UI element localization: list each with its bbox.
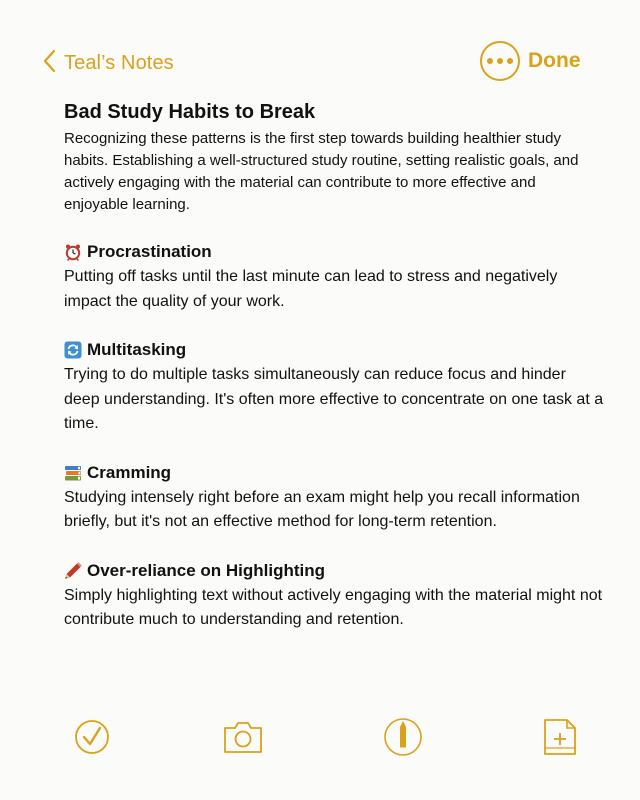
checklist-icon: [72, 745, 112, 762]
section-cramming: [64, 461, 604, 535]
note-intro: Recognizing these patterns is the first step towards building healthier study habits. Establishing a well-structured study routine, setting realistic goals, and actively engaging with the material can contribute to more effective and enjoyable learning.: [64, 130, 579, 213]
alarm-clock-icon: [64, 243, 82, 261]
section-heading-text: Multitasking: [87, 340, 187, 359]
note-title: Bad Study Habits to Break: [64, 101, 316, 123]
section-body: Simply highlighting text without actively engaging with the material might not contribute much to understanding and retention.: [64, 586, 603, 628]
section-heading-text: Over-reliance on Highlighting: [87, 560, 326, 580]
repeat-arrows-icon: [64, 341, 82, 359]
pencil-icon: [64, 562, 82, 580]
note-content[interactable]: [64, 100, 604, 633]
camera-button[interactable]: [222, 716, 264, 758]
markup-pen-icon: [383, 745, 423, 762]
section-procrastination: [64, 240, 604, 314]
ellipsis-dot: [497, 58, 503, 64]
section-heading: [64, 338, 604, 362]
ellipsis-icon: [487, 58, 493, 64]
section-heading-text: Cramming: [87, 462, 172, 482]
done-button[interactable]: Done: [528, 49, 581, 72]
chevron-left-icon: [42, 48, 58, 79]
section-highlighting: [64, 559, 604, 633]
markup-button[interactable]: [383, 716, 423, 758]
top-nav-bar: [0, 36, 640, 86]
back-button[interactable]: [42, 48, 174, 79]
section-body: Trying to do multiple tasks simultaneously can reduce focus and hinder deep understanding. It's often more effective to concentrate on one task at a time.: [64, 366, 604, 432]
section-body: Studying intensely right before an exam might help you recall information briefly, but it's not an effective method for long-term retention.: [64, 488, 580, 530]
books-icon: [64, 464, 82, 482]
ellipsis-dot: [507, 58, 513, 64]
section-heading: [64, 240, 604, 264]
bottom-toolbar: [0, 716, 640, 760]
checklist-button[interactable]: [72, 716, 112, 758]
more-options-button[interactable]: [480, 41, 520, 81]
section-heading: [64, 461, 604, 485]
section-multitasking: [64, 338, 604, 437]
section-heading-text: Procrastination: [87, 242, 212, 261]
camera-icon: [222, 745, 264, 762]
new-note-button[interactable]: [541, 716, 579, 758]
new-note-icon: [541, 745, 579, 762]
back-label: Teal’s Notes: [64, 52, 174, 74]
section-body: Putting off tasks until the last minute can lead to stress and negatively impact the quality of your work.: [64, 268, 558, 310]
section-heading: [64, 559, 604, 583]
